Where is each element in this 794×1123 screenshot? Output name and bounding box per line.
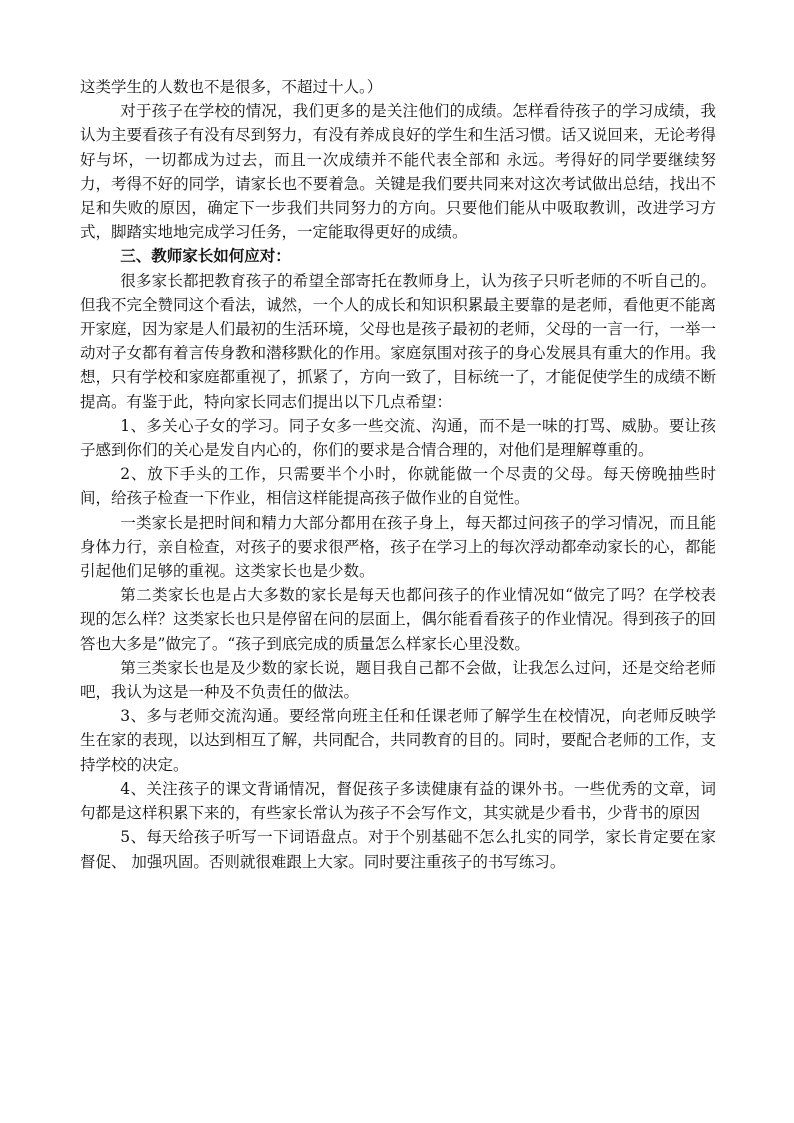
- paragraph-point-2: 2、放下手头的工作，只需要半个小时，你就能做一个尽责的父母。每天傍晚抽些时间，给孩子检查一下作业，相信这样能提高孩子做作业的自觉性。: [80, 465, 716, 508]
- paragraph-continuation: 这类学生的人数也不是很多，不超过十人。）: [80, 78, 383, 96]
- document-body: [80, 75, 716, 874]
- paragraph-point-3: 3、多与老师交流沟通。要经常向班主任和任课老师了解学生在校情况，向老师反映学生在家的表现，以达到相互了解，共同配合，共同教育的目的。同时，要配合老师的工作，支持学校的决定。: [80, 707, 716, 774]
- section-heading: 三、教师家长如何应对：: [120, 246, 291, 266]
- paragraph-grades: 对于孩子在学校的情况，我们更多的是关注他们的成绩。怎样看待孩子的学习成绩，我认为主要看孩子有没有尽到努力，有没有养成良好的学生和生活习惯。话又说回来，无论考得好与坏，一切都成为过去，而且一次成绩并不能代表全部和 永远。考得好的同学要继续努力，考得不好的同学，请家长也不要着急。关键是我们要共同来对这次考试做出总结，找出不足和失败的原因，确定下一步我们共同努力的方向。只要他们能从中吸取教训，改进学习方式，脚踏实地地完成学习任务，一定能取得更好的成绩。: [80, 102, 716, 242]
- paragraph-point-4: 4、关注孩子的课文背诵情况，督促孩子多读健康有益的课外书。一些优秀的文章，词句都是这样积累下来的，有些家长常认为孩子不会写作文，其实就是少看书，少背书的原因: [80, 779, 716, 823]
- paragraph-point-1: 1、多关心子女的学习。同子女多一些交流、沟通，而不是一味的打骂、威胁。要让孩子感到你们的关心是发自内心的，你们的要求是合情合理的，对他们是理解尊重的。: [80, 416, 716, 460]
- paragraph-parent-type-2: 第二类家长也是占大多数的家长是每天也都问孩子的作业情况如“做完了吗？在学校表现的怎么样？这类家长也只是停留在问的层面上，偶尔能看看孩子的作业情况。得到孩子的回答也大多是”做完了。“孩子到底完成的质量怎么样家长心里没数。: [80, 586, 716, 653]
- paragraph-family-role: 很多家长都把教育孩子的希望全部寄托在教师身上，认为孩子只听老师的不听自己的。但我不完全赞同这个看法，诚然，一个人的成长和知识积累最主要靠的是老师，看他更不能离开家庭，因为家是人们最初的生活环境，父母也是孩子最初的老师，父母的一言一行，一举一动对子女都有着言传身教和潜移默化的作用。家庭氛围对孩子的身心发展具有重大的作用。我想，只有学校和家庭都重视了，抓紧了，方向一致了，目标统一了，才能促使学生的成绩不断提高。有鉴于此，特向家长同志们提出以下几点希望：: [80, 271, 716, 411]
- paragraph-parent-type-3: 第三类家长也是及少数的家长说，题目我自己都不会做，让我怎么过问，还是交给老师吧，我认为这是一种及不负责任的做法。: [80, 658, 716, 702]
- paragraph-parent-type-1: 一类家长是把时间和精力大部分都用在孩子身上，每天都过问孩子的学习情况，而且能身体力行，亲自检查，对孩子的要求很严格，孩子在学习上的每次浮动都牵动家长的心，都能引起他们足够的重视。这类家长也是少数。: [80, 513, 716, 581]
- paragraph-point-5: 5、每天给孩子听写一下词语盘点。对于个别基础不怎么扎实的同学，家长肯定要在家督促、 加强巩固。否则就很难跟上大家。同时要注重孩子的书写练习。: [80, 828, 716, 871]
